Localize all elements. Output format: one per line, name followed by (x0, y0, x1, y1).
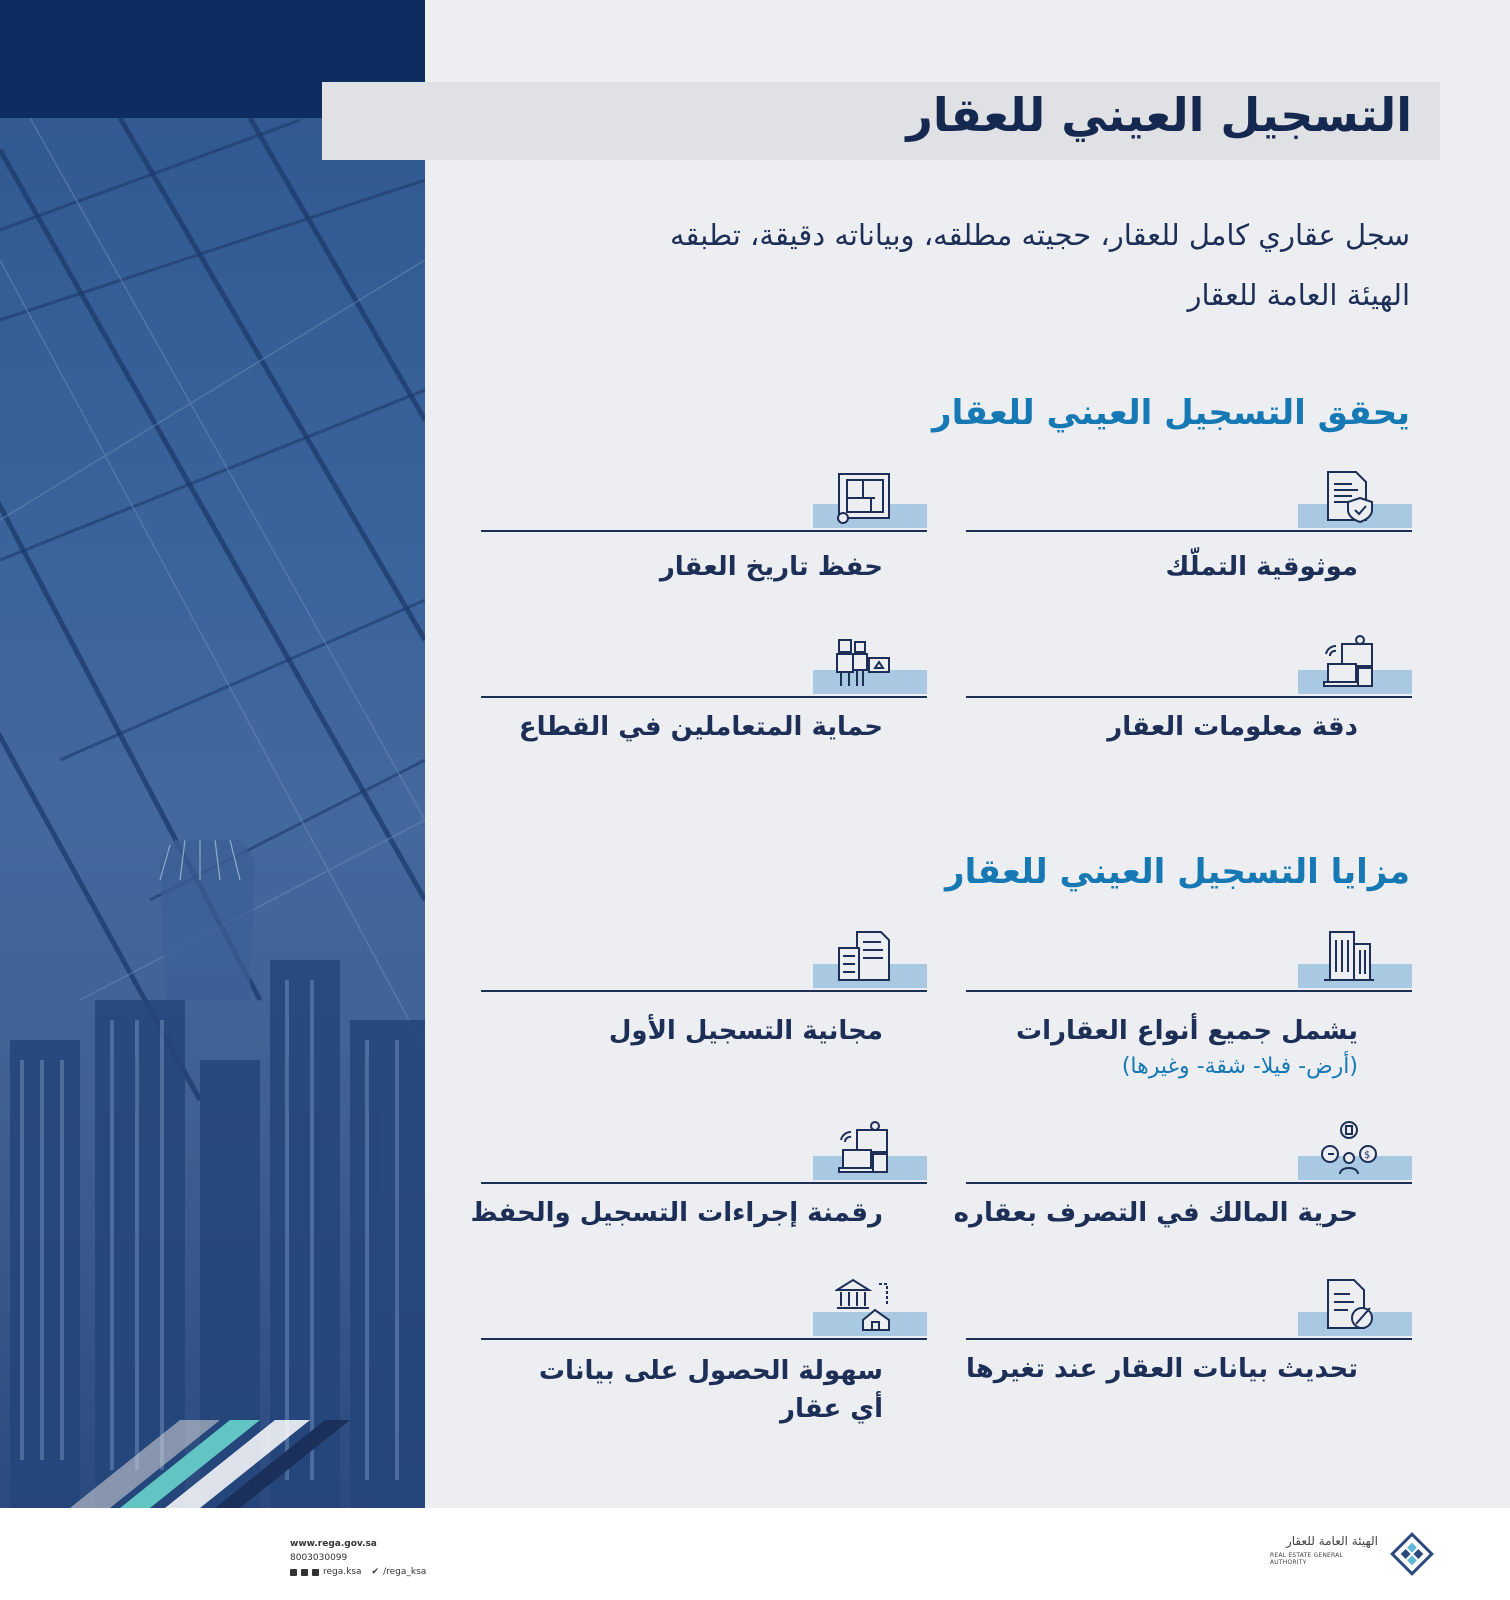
document-edit-icon (1320, 1276, 1378, 1334)
item-label: مجانية التسجيل الأول (608, 1016, 883, 1046)
item-label: يشمل جميع أنواع العقارات (1015, 1016, 1358, 1046)
rega-logo-mark-icon (1388, 1532, 1436, 1576)
instagram-icon[interactable] (301, 1569, 308, 1576)
section-heading-achieves: يحقق التسجيل العيني للعقار (932, 393, 1410, 433)
social-links (290, 1565, 426, 1579)
divider (966, 696, 1412, 698)
item-label-line-1: سهولة الحصول على بيانات (538, 1356, 883, 1386)
digital-devices-icon (835, 1120, 893, 1178)
item-card (966, 462, 1412, 532)
divider (481, 1182, 927, 1184)
item-label: تحديث بيانات العقار عند تغيرها (965, 1354, 1358, 1384)
item-label: حماية المتعاملين في القطاع (518, 712, 883, 742)
social-handle[interactable]: rega.ksa (323, 1567, 362, 1577)
twitter-handle[interactable]: /rega_ksa (383, 1567, 427, 1577)
owner-key-money-icon (1320, 1120, 1378, 1178)
svg-text:$: $ (1364, 1150, 1371, 1161)
people-house-icon (835, 634, 893, 692)
blueprint-icon (835, 468, 893, 526)
item-label-multiline (483, 1352, 883, 1428)
title-bar (322, 82, 1440, 160)
item-label: حرية المالك في التصرف بعقاره (953, 1198, 1358, 1228)
document-shield-icon (1320, 468, 1378, 526)
item-card (966, 922, 1412, 992)
divider (481, 696, 927, 698)
facebook-icon[interactable] (290, 1569, 297, 1576)
authority-logo (1270, 1532, 1440, 1576)
phone-number: 8003030099 (290, 1553, 348, 1563)
item-card (481, 462, 927, 532)
youtube-icon[interactable] (312, 1569, 319, 1576)
twitter-icon[interactable]: ✔ (371, 1567, 380, 1577)
section-heading-benefits: مزايا التسجيل العيني للعقار (945, 852, 1410, 892)
item-card (481, 1114, 927, 1184)
hero-image-panel (0, 0, 425, 1508)
item-card (481, 1270, 927, 1340)
item-label: رقمنة إجراءات التسجيل والحفظ (470, 1198, 883, 1228)
item-label: دقة معلومات العقار (1107, 712, 1358, 742)
item-card (966, 628, 1412, 698)
bank-house-icon (835, 1276, 893, 1334)
item-sublabel: (أرض- فيلا- شقة- وغيرها) (1121, 1054, 1358, 1079)
item-card (481, 628, 927, 698)
logo-text-arabic: الهيئة العامة للعقار (1285, 1534, 1378, 1548)
intro-line-2: الهيئة العامة للعقار (1187, 278, 1410, 312)
item-label: موثوقية التملّك (1165, 552, 1358, 582)
logo-text-english: REAL ESTATE GENERAL AUTHORITY (1270, 1552, 1344, 1566)
building-illustration (0, 0, 425, 1508)
page-title: التسجيل العيني للعقار (906, 88, 1412, 142)
building-document-icon (835, 928, 893, 986)
divider (966, 530, 1412, 532)
item-card (966, 1270, 1412, 1340)
buildings-icon (1320, 928, 1378, 986)
website-link[interactable]: www.rega.gov.sa (290, 1539, 377, 1549)
item-label-line-2: أي عقار (780, 1394, 883, 1424)
intro-text (530, 205, 1410, 325)
divider (481, 990, 927, 992)
item-card (481, 922, 927, 992)
intro-line-1: سجل عقاري كامل للعقار، حجيته مطلقه، وبياناته دقيقة، تطبقه (670, 218, 1410, 252)
divider (481, 1338, 927, 1340)
divider (966, 1182, 1412, 1184)
divider (966, 990, 1412, 992)
divider (481, 530, 927, 532)
digital-devices-icon (1320, 634, 1378, 692)
divider (966, 1338, 1412, 1340)
contact-info (290, 1537, 426, 1579)
item-label: حفظ تاريخ العقار (659, 552, 883, 582)
item-card (966, 1114, 1412, 1184)
